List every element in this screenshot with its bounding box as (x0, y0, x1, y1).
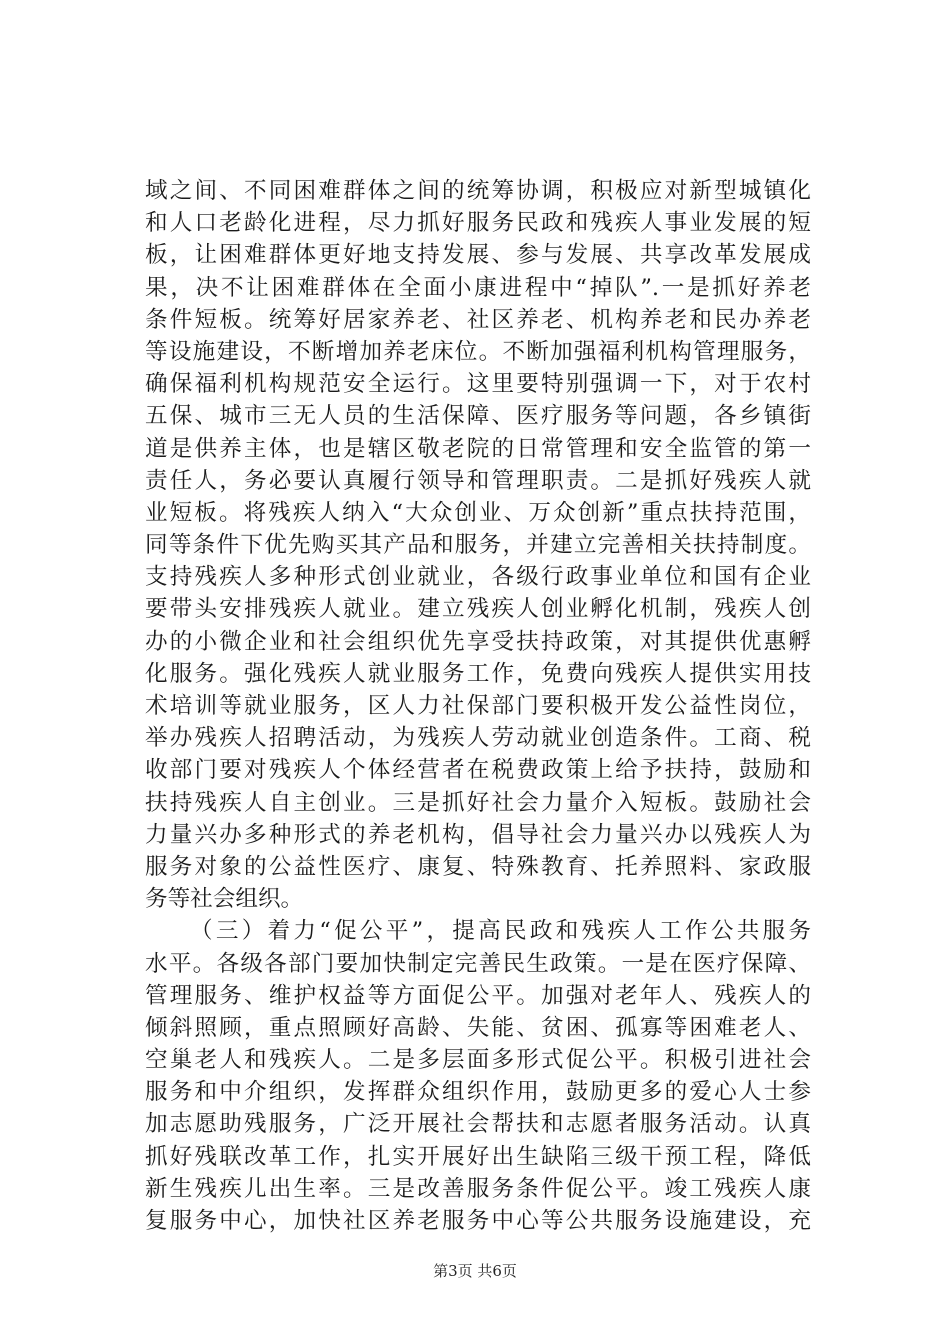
text-line: 服务和中介组织，发挥群众组织作用，鼓励更多的爱心人士参 (145, 1079, 811, 1106)
text-line: 复服务中心，加快社区养老服务中心等公共服务设施建设，充 (145, 1208, 811, 1234)
text-line: 确保福利机构规范安全运行。这里要特别强调一下，对于农村 (145, 371, 811, 398)
text-line: 要带头安排残疾人就业。建立残疾人创业孵化机制，残疾人创 (145, 596, 811, 623)
text-line: 倾斜照顾，重点照顾好高龄、失能、贫困、孤寡等困难老人、 (145, 1014, 811, 1041)
text-line: 条件短板。统筹好居家养老、社区养老、机构养老和民办养老 (145, 306, 811, 333)
text-line: 加志愿助残服务，广泛开展社会帮扶和志愿者服务活动。认真 (145, 1111, 811, 1138)
text-line: 扶持残疾人自主创业。三是抓好社会力量介入短板。鼓励社会 (145, 789, 811, 816)
text-line: 水平。各级各部门要加快制定完善民生政策。一是在医疗保障、 (145, 950, 811, 977)
page-footer: 第3页 共6页 (433, 1262, 517, 1280)
text-line: 板，让困难群体更好地支持发展、参与发展、共享改革发展成 (145, 242, 811, 269)
text-line: 和人口老龄化进程，尽力抓好服务民政和残疾人事业发展的短 (145, 210, 811, 237)
text-line: 务等社会组织。 (145, 886, 304, 913)
text-line: 同等条件下优先购买其产品和服务，并建立完善相关扶持制度。 (145, 532, 811, 559)
text-line: 术培训等就业服务，区人力社保部门要积极开发公益性岗位， (145, 693, 811, 719)
text-line: 化服务。强化残疾人就业服务工作，免费向残疾人提供实用技 (145, 660, 811, 687)
text-line: 道是供养主体，也是辖区敬老院的日常管理和安全监管的第一 (145, 435, 811, 462)
text-line: 域之间、不同困难群体之间的统筹协调，积极应对新型城镇化 (145, 178, 811, 204)
text-line: 责任人，务必要认真履行领导和管理职责。二是抓好残疾人就 (145, 467, 811, 494)
text-line: 收部门要对残疾人个体经营者在税费政策上给予扶持，鼓励和 (145, 757, 811, 784)
text-line: 空巢老人和残疾人。二是多层面多形式促公平。积极引进社会 (145, 1047, 811, 1074)
text-line: 业短板。将残疾人纳入“大众创业、万众创新”重点扶持范围， (145, 499, 811, 526)
text-line: 新生残疾儿出生率。三是改善服务条件促公平。竣工残疾人康 (145, 1175, 811, 1202)
text-line: 举办残疾人招聘活动，为残疾人劳动就业创造条件。工商、税 (145, 725, 811, 752)
body-text (145, 175, 811, 1237)
text-line: 力量兴办多种形式的养老机构，倡导社会力量兴办以残疾人为 (145, 821, 811, 848)
text-line: 办的小微企业和社会组织优先享受扶持政策，对其提供优惠孵 (145, 628, 811, 655)
text-line: 服务对象的公益性医疗、康复、特殊教育、托养照料、家政服 (145, 853, 811, 880)
text-line: 管理服务、维护权益等方面促公平。加强对老年人、残疾人的 (145, 982, 811, 1009)
section-heading-line: （三）着力“促公平”，提高民政和残疾人工作公共服务 (190, 918, 811, 945)
text-line: 五保、城市三无人员的生活保障、医疗服务等问题，各乡镇街 (145, 403, 811, 430)
text-line: 抓好残联改革工作，扎实开展好出生缺陷三级干预工程，降低 (145, 1143, 811, 1170)
text-line: 等设施建设，不断增加养老床位。不断加强福利机构管理服务， (145, 338, 811, 365)
text-line: 支持残疾人多种形式创业就业，各级行政事业单位和国有企业 (145, 564, 811, 591)
text-line: 果，决不让困难群体在全面小康进程中“掉队”.一是抓好养老 (145, 274, 811, 301)
